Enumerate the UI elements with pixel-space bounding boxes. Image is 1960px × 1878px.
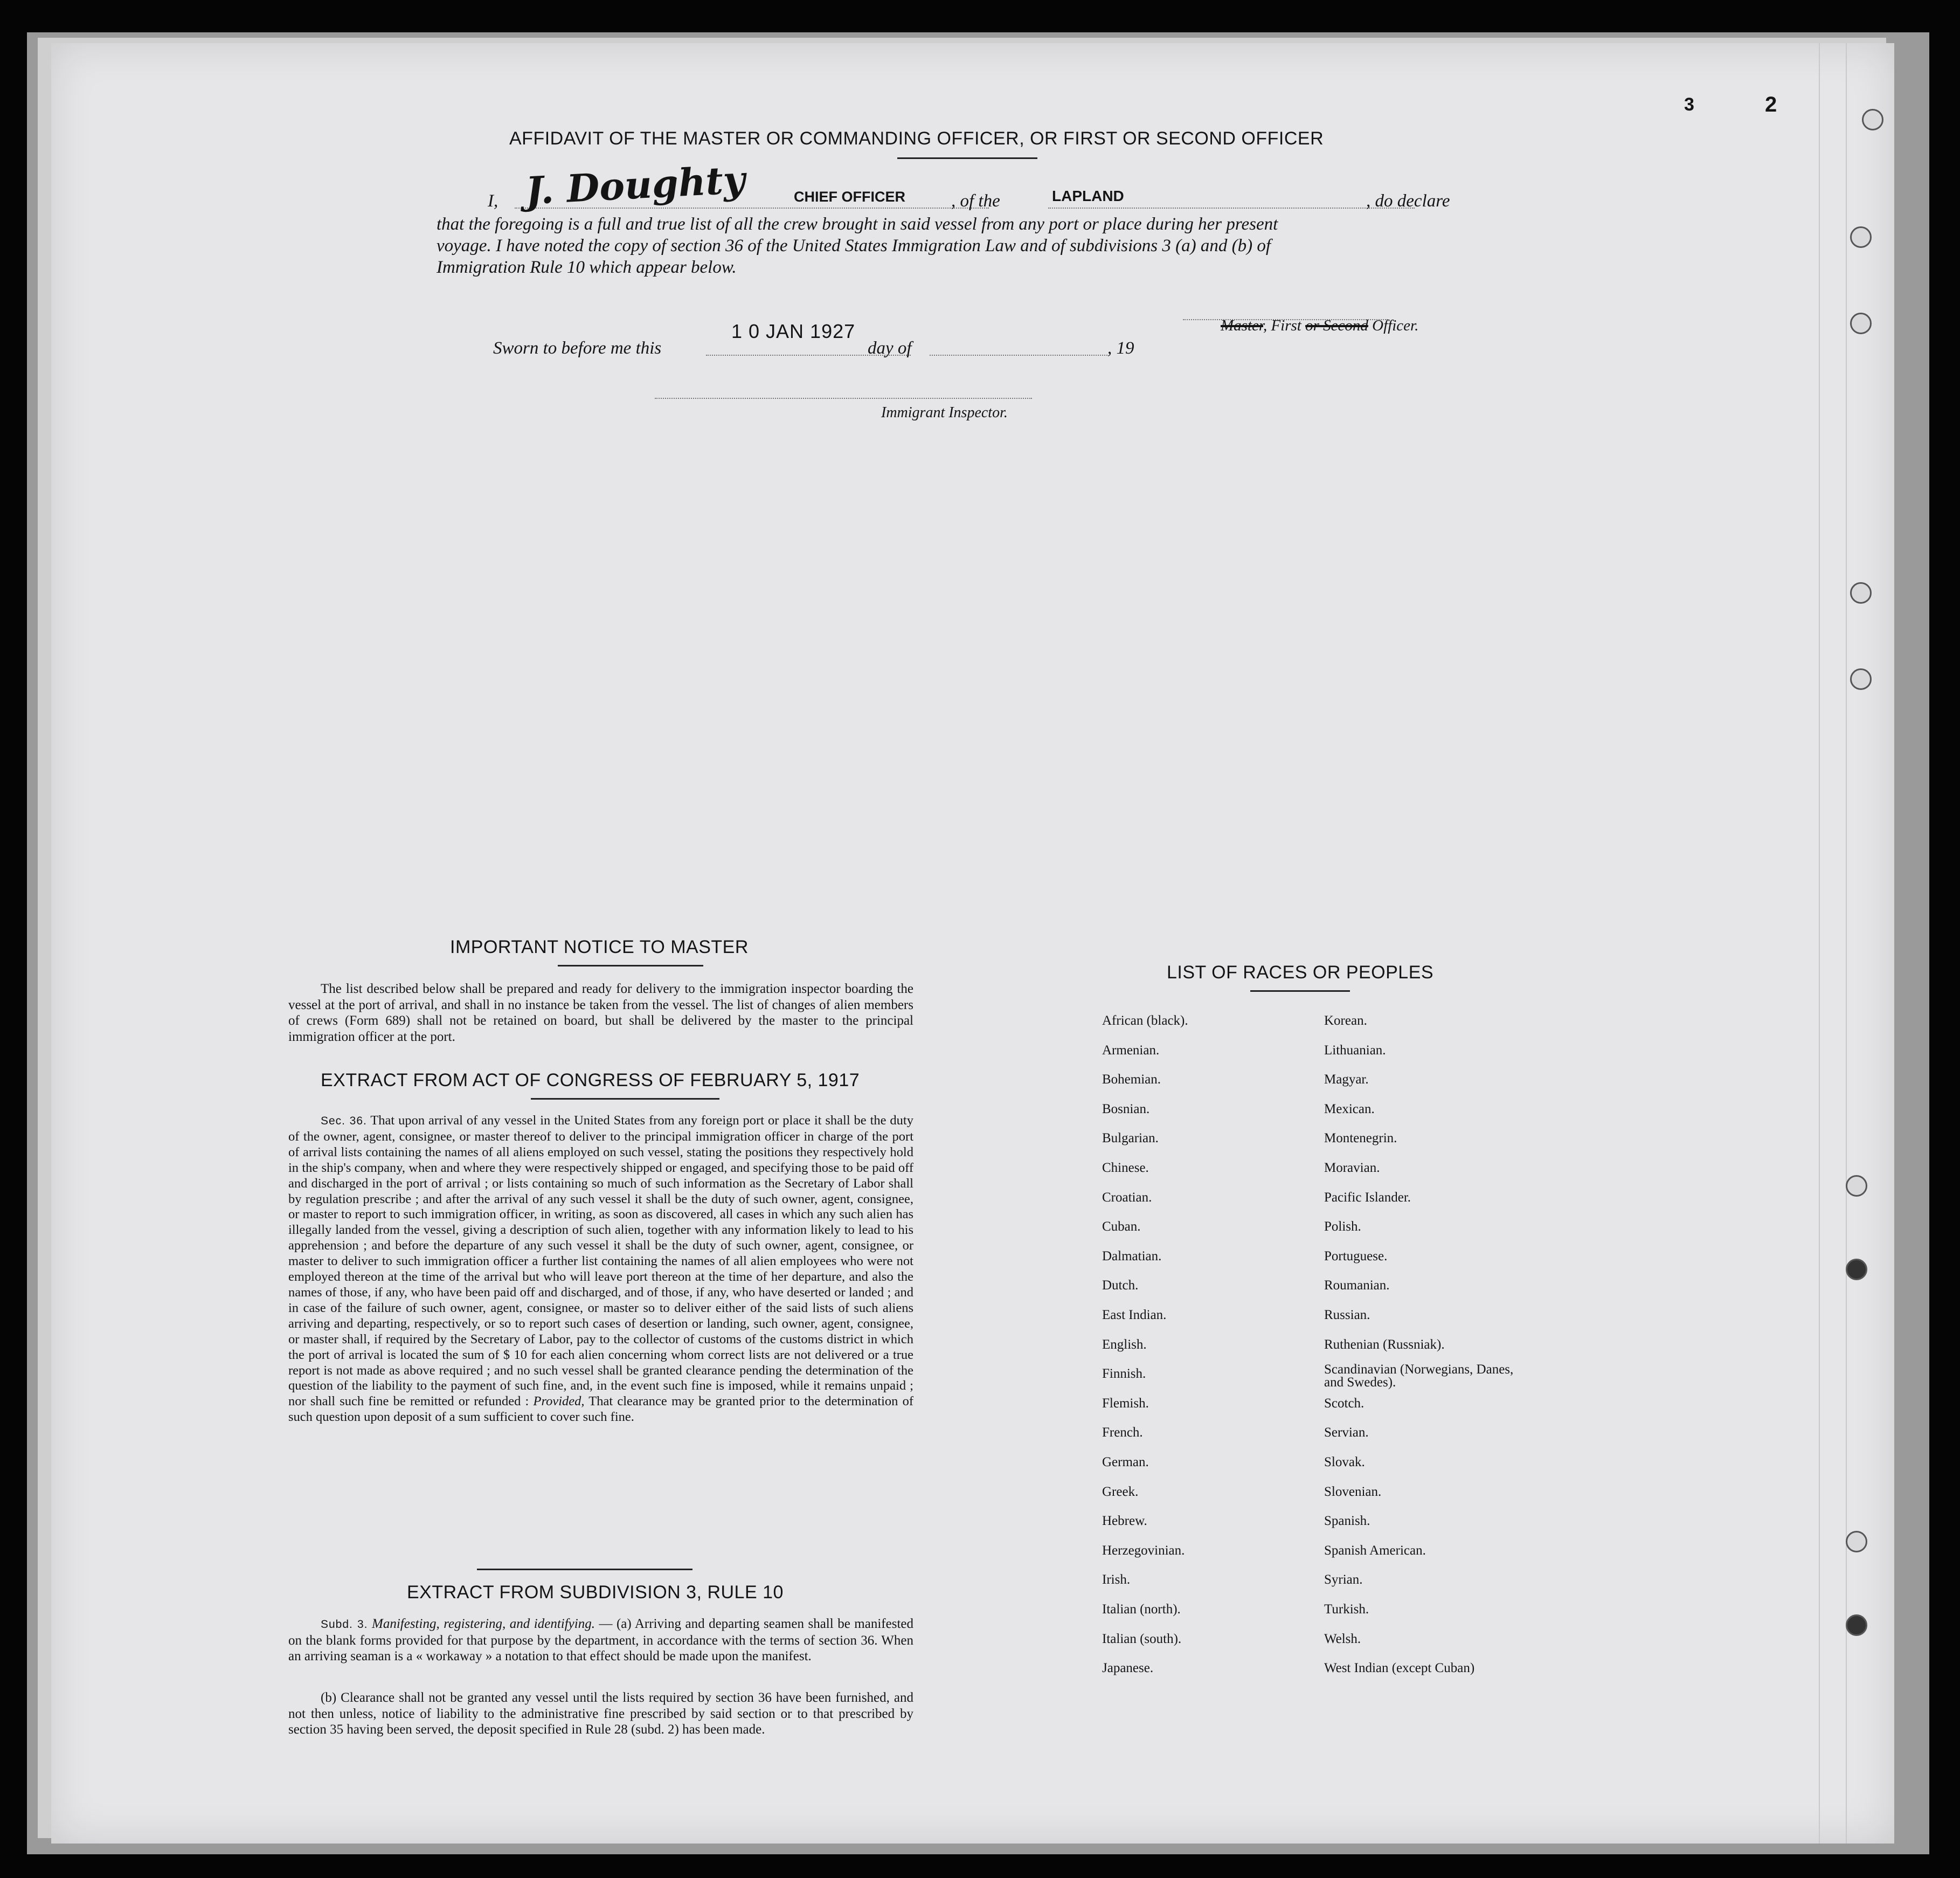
vessel-blank [1048,208,1415,209]
ruling-line [1819,43,1820,1844]
race-item: French. [1102,1425,1143,1440]
officer-rank: CHIEF OFFICER [794,189,905,205]
race-item: Turkish. [1324,1602,1369,1617]
title-underline [897,157,1037,159]
race-item: Cuban. [1102,1219,1141,1234]
struck-master: Master [1221,317,1263,334]
race-item: Croatian. [1102,1190,1152,1205]
race-item: Greek. [1102,1484,1139,1499]
rule-divider [477,1569,692,1570]
month-blank [930,355,1107,356]
race-item: Bosnian. [1102,1101,1150,1116]
extract-rule-title: EXTRACT FROM SUBDIVISION 3, RULE 10 [407,1582,784,1603]
race-item: Bohemian. [1102,1072,1161,1087]
ruling-line [1846,43,1847,1844]
race-item: Ruthenian (Russniak). [1324,1337,1445,1352]
affidavit-body-line3: Immigration Rule 10 which appear below. [437,258,737,277]
struck-second: or Second [1305,317,1368,334]
race-item: Servian. [1324,1425,1369,1440]
officer-word: Officer. [1372,317,1419,334]
affidavit-body-line1: that the foregoing is a full and true list of all the crew brought in said vessel from any port or place during her present [437,215,1278,234]
year-text: , 19 [1107,339,1134,358]
races-title: LIST OF RACES OR PEOPLES [1167,962,1434,983]
race-item: Pacific Islander. [1324,1190,1411,1205]
extract-act-text [288,1113,913,1425]
vessel-name: LAPLAND [1052,188,1124,204]
sworn-text: Sworn to before me this [493,339,662,358]
race-item: Korean. [1324,1013,1367,1028]
race-item: Welsh. [1324,1631,1361,1646]
race-item: Portuguese. [1324,1248,1388,1263]
sec-body-end: That clearance may be granted prior to the determination of such question upon deposit of a sum sufficient to cover such fine. [288,1394,913,1425]
race-item: African (black). [1102,1013,1188,1028]
race-item: Scotch. [1324,1396,1365,1411]
race-item: Italian (south). [1102,1631,1182,1646]
race-item: Montenegrin. [1324,1131,1397,1146]
binder-hole [1846,1259,1867,1280]
corner-mark-3: 3 [1684,94,1694,115]
race-item: Italian (north). [1102,1602,1181,1617]
binder-hole [1850,582,1872,604]
inspector-label: Immigrant Inspector. [881,404,1008,421]
subd-label: Subd. 3. [321,1618,368,1631]
race-item: Chinese. [1102,1161,1149,1175]
race-item: Slovenian. [1324,1484,1382,1499]
day-of-text: day of [868,339,912,358]
notice-title: IMPORTANT NOTICE TO MASTER [450,937,749,957]
binder-hole [1850,313,1872,334]
race-item: Irish. [1102,1572,1131,1587]
affidavit-pronoun: I, [488,191,498,211]
declare-text: , do declare [1366,191,1450,211]
extract-rule-subd-b: (b) Clearance shall not be granted any vessel until the lists required by section 36 have been furnished, and not then unless, notice of liability to the administrative fine prescribed by said section or to that prescribed by section 35 having been served, the deposit specified in Rule 28 (subd. 2) has been made. [288,1690,913,1737]
binder-hole [1846,1614,1867,1636]
sec-body: That upon arrival of any vessel in the United States from any foreign port or place it shall be the duty of the owner, agent, consignee, or master thereof to deliver to the principal immigration officer in charge of the port of arrival lists containing the names of all aliens employed on such vessel, stating the positions they respectively hold in the ship's company, when and where they were respectively shipped or engaged, and specifying those to be paid off and discharged in the port of arrival ; or lists containing so much of such information as the Secretary of Labor shall by regulation prescribe ; and after the arrival of any such vessel it shall be the duty of such owner, agent, consignee, or master to report to such immigration officer, in writing, as soon as discovered, all cases in which any such alien has illegally landed from the vessel, giving a description of such alien, together with any information likely to lead to his apprehension ; and before the departure of any such vessel it shall be the duty of such owner, agent, consignee, or master to deliver to such immigration officer a further list containing the names of all alien employees who were not employed thereon at the time of the arrival but who will leave port thereon at the time of her departure, and also the names of those, if any, who have been paid off and discharged, and of those, if any, who have deserted or landed ; and in case of the failure of such owner, agent, consignee, or master so to deliver either of the said lists of such aliens arriving and departing, respectively, or so to report such cases of desertion or landing, such owner, agent, consignee, or master shall, if required by the Secretary of Labor, pay to the collector of customs of the customs district in which the port of arrival is located the sum of $ 10 for each alien concerning whom correct lists are not delivered or a true report is not made as above required ; and no such vessel shall be granted clearance pending the determination of the question of the liability to the payment of such fine, and, in the event such fine is imposed, while it remains unpaid ; nor shall such fine be remitted or refunded : [288,1113,913,1409]
race-item: East Indian. [1102,1308,1167,1322]
races-underline [1250,990,1350,992]
race-item: Dalmatian. [1102,1248,1162,1263]
officer-designation [1221,317,1418,335]
form-page [51,43,1894,1844]
race-item: German. [1102,1455,1149,1469]
binder-hole [1846,1531,1867,1552]
race-item: Flemish. [1102,1396,1149,1411]
affidavit-body-line2: voyage. I have noted the copy of section 36 of the United States Immigration Law and of subdivisions 3 (a) and (b) of [437,236,1271,256]
race-item: Bulgarian. [1102,1131,1159,1146]
subd-a-text: — (a) Arriving and departing seamen shall be manifested on the blank forms provided for that purpose by the department, in accordance with the terms of section 36. When an arriving seaman is a « workaway » a notation to that effect should be made upon the manifest. [288,1617,913,1663]
of-the-text: , of the [951,191,1000,211]
race-item: Armenian. [1102,1042,1160,1058]
date-stamp: 1 0 JAN 1927 [731,320,856,342]
binder-hole [1850,226,1872,248]
race-item: Japanese. [1102,1661,1154,1676]
subd-italic: Manifesting, registering, and identifying. [372,1617,595,1631]
extract-rule-subd-a [288,1616,913,1665]
affidavit-title: AFFIDAVIT OF THE MASTER OR COMMANDING OFFICER, OR FIRST OR SECOND OFFICER [509,128,1324,149]
race-item: Spanish American. [1324,1543,1426,1558]
race-item: Polish. [1324,1219,1361,1234]
race-item: Herzegovinian. [1102,1543,1185,1558]
binder-hole [1850,668,1872,690]
corner-mark-2: 2 [1765,93,1777,116]
binder-hole [1862,109,1883,130]
race-item: West Indian (except Cuban) [1324,1661,1475,1676]
sec-label: Sec. 36. [321,1115,367,1127]
race-item: Moravian. [1324,1161,1380,1175]
first-word: , First [1263,317,1301,334]
race-item: Scandinavian (Norwegians, Danes, and Swedes). [1324,1362,1514,1390]
race-item: Hebrew. [1102,1514,1147,1529]
race-item: English. [1102,1337,1147,1352]
race-item: Syrian. [1324,1572,1363,1587]
notice-underline [558,965,703,966]
race-item: Mexican. [1324,1101,1375,1116]
notice-text: The list described below shall be prepared and ready for delivery to the immigration inspector boarding the vessel at the port of arrival, and shall in no instance be taken from the vessel. The list of changes of alien members of crews (Form 689) shall not be retained on board, but shall be delivered by the master to the principal immigration officer at the port. [288,982,913,1044]
inspector-signature-blank [655,398,1032,399]
officer-signature: J. Doughty [524,157,746,213]
race-item: Lithuanian. [1324,1042,1386,1058]
binder-hole [1846,1175,1867,1197]
race-item: Spanish. [1324,1514,1370,1529]
race-item: Russian. [1324,1308,1370,1322]
race-item: Slovak. [1324,1455,1365,1469]
extract-act-title: EXTRACT FROM ACT OF CONGRESS OF FEBRUARY 5, 1917 [321,1070,860,1090]
race-item: Finnish. [1102,1366,1146,1382]
extract-act-underline [531,1098,719,1100]
race-item: Dutch. [1102,1278,1139,1293]
provided-word: Provided, [533,1394,585,1409]
race-item: Roumanian. [1324,1278,1390,1293]
race-item: Magyar. [1324,1072,1369,1087]
